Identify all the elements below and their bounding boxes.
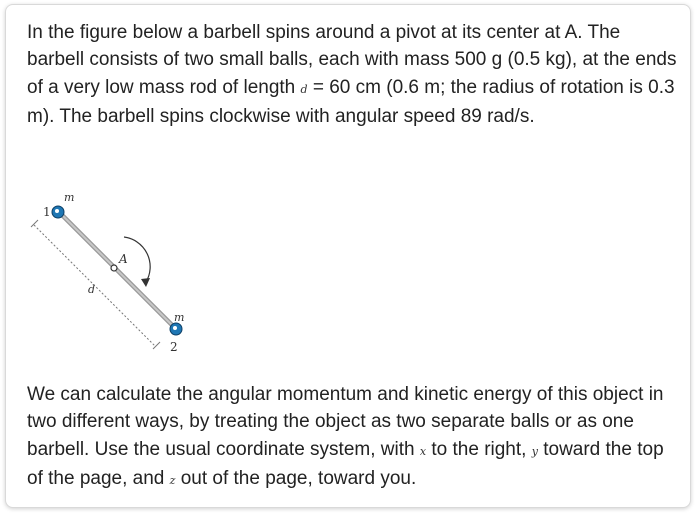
label-pivot-a: A: [119, 252, 128, 266]
variable-z: z: [169, 473, 176, 487]
barbell-diagram: [28, 181, 188, 361]
label-ball-1: 1: [43, 205, 51, 219]
statement-text-1: In the figure below a barbell spins around a pivot at its center at A. The barbell consists of two small balls, each with mass 500 g (0.5 kg), at the ends of a very low mass rod of length: [27, 22, 677, 98]
followup-text-2: to the right,: [431, 438, 527, 460]
problem-statement: [27, 19, 679, 130]
ball-1-highlight: [55, 209, 59, 213]
followup-text-1: We can calculate the angular momentum and kinetic energy of this object in two different ways, by treating the object as two separate balls or as one barbell. Use the usual coordinate system, with: [27, 384, 664, 460]
variable-d: d: [300, 82, 308, 96]
variable-y: y: [531, 444, 538, 458]
followup-statement: [27, 381, 679, 494]
ball-2-highlight: [173, 326, 177, 330]
followup-text-3: toward the top of the page, and: [27, 438, 664, 489]
label-mass-bottom: m: [174, 311, 185, 324]
variable-x: x: [419, 444, 427, 458]
label-mass-top: m: [64, 191, 75, 204]
dimension-tick-bottom: [153, 342, 160, 349]
label-length-d: d: [88, 283, 96, 296]
pivot-point: [111, 265, 117, 271]
rotation-arc: [124, 237, 150, 282]
statement-text-2: = 60 cm (0.6 m; the radius of rotation is 0.3 m). The barbell spins clockwise with angular speed 89 rad/s.: [27, 76, 675, 127]
rod-highlight: [58, 211, 176, 329]
question-card: [5, 4, 691, 508]
label-ball-2: 2: [170, 340, 178, 354]
rotation-arrowhead-icon: [141, 278, 150, 287]
followup-text-4: out of the page, toward you.: [180, 467, 417, 489]
